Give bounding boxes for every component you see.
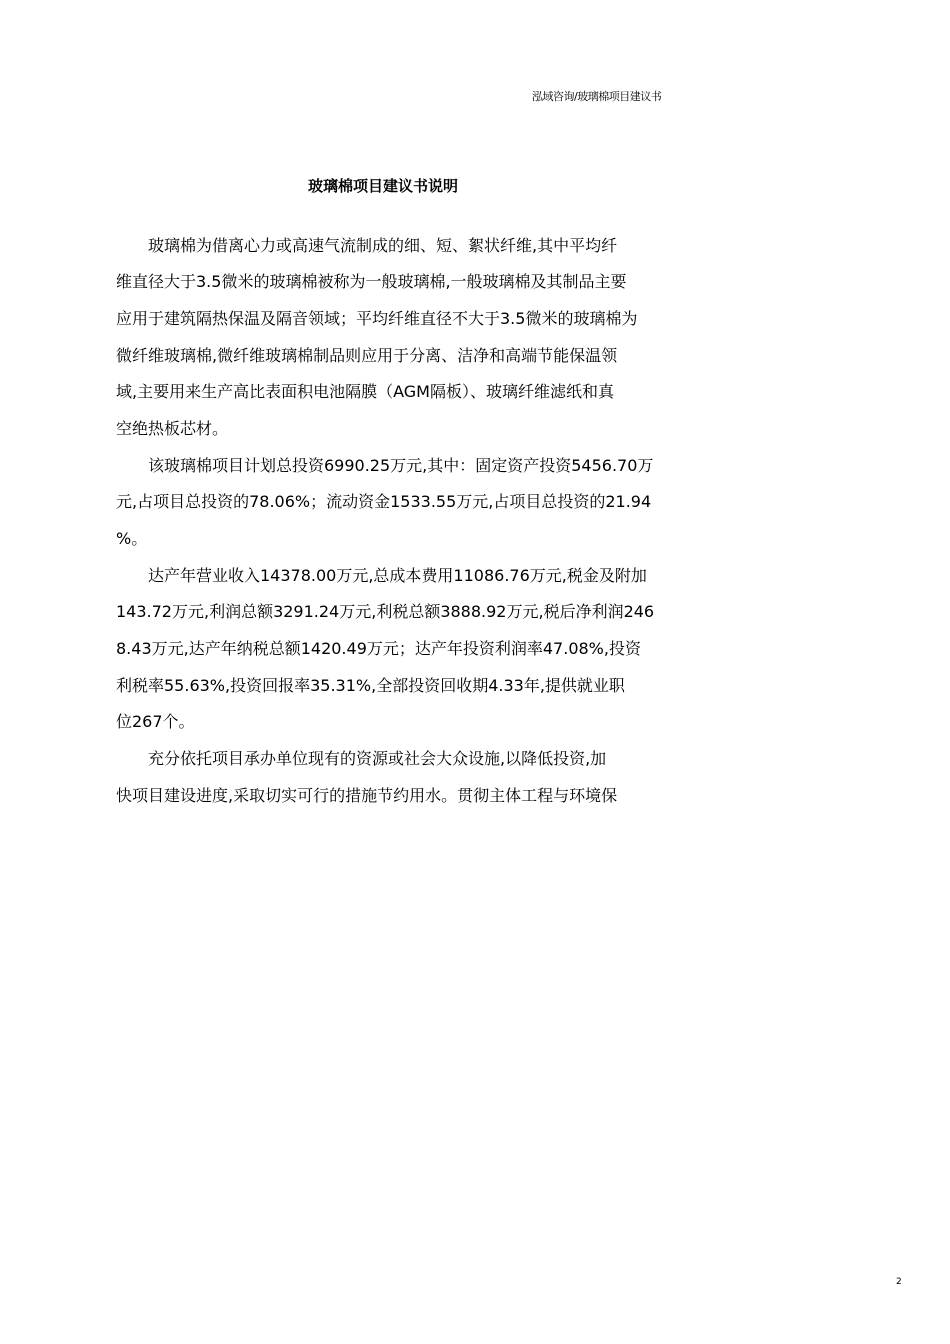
text-line: 应用于建筑隔热保温及隔音领域；平均纤维直径不大于3.5微米的玻璃棉为 xyxy=(116,309,638,328)
text-line: 域,主要用来生产高比表面积电池隔膜（AGM隔板）、玻璃纤维滤纸和真 xyxy=(116,382,614,401)
text-line: 8.43万元,达产年纳税总额1420.49万元；达产年投资利润率47.08%,投资 xyxy=(116,639,641,658)
text-line: 该玻璃棉项目计划总投资6990.25万元,其中：固定资产投资5456.70万 xyxy=(116,456,654,475)
text-line: 元,占项目总投资的78.06%；流动资金1533.55万元,占项目总投资的21.94 xyxy=(116,492,652,511)
text-line: 利税率55.63%,投资回报率35.31%,全部投资回收期4.33年,提供就业职 xyxy=(116,676,625,695)
text-line: 快项目建设进度,采取切实可行的措施节约用水。贯彻主体工程与环境保 xyxy=(116,786,618,805)
text-line: 143.72万元,利润总额3291.24万元,利税总额3888.92万元,税后净利润246 xyxy=(116,602,655,621)
text-line: 达产年营业收入14378.00万元,总成本费用11086.76万元,税金及附加 xyxy=(116,566,647,585)
text-line: 空绝热板芯材。 xyxy=(116,419,229,438)
text-line: 微纤维玻璃棉,微纤维玻璃棉制品则应用于分离、洁净和高端节能保温领 xyxy=(116,346,618,365)
text-line: 位267个。 xyxy=(116,712,195,731)
text-line: 充分依托项目承办单位现有的资源或社会大众设施,以降低投资,加 xyxy=(116,749,607,768)
text-line: 玻璃棉为借离心力或高速气流制成的细、短、絮状纤维,其中平均纤 xyxy=(116,236,618,255)
page-number: 2 xyxy=(896,1277,902,1287)
running-header: 泓域咨询/玻璃棉项目建议书 xyxy=(532,90,662,103)
text-line: 维直径大于3.5微米的玻璃棉被称为一般玻璃棉,一般玻璃棉及其制品主要 xyxy=(116,272,627,291)
document-title: 玻璃棉项目建议书说明 xyxy=(308,177,459,195)
text-line: %。 xyxy=(116,529,148,548)
